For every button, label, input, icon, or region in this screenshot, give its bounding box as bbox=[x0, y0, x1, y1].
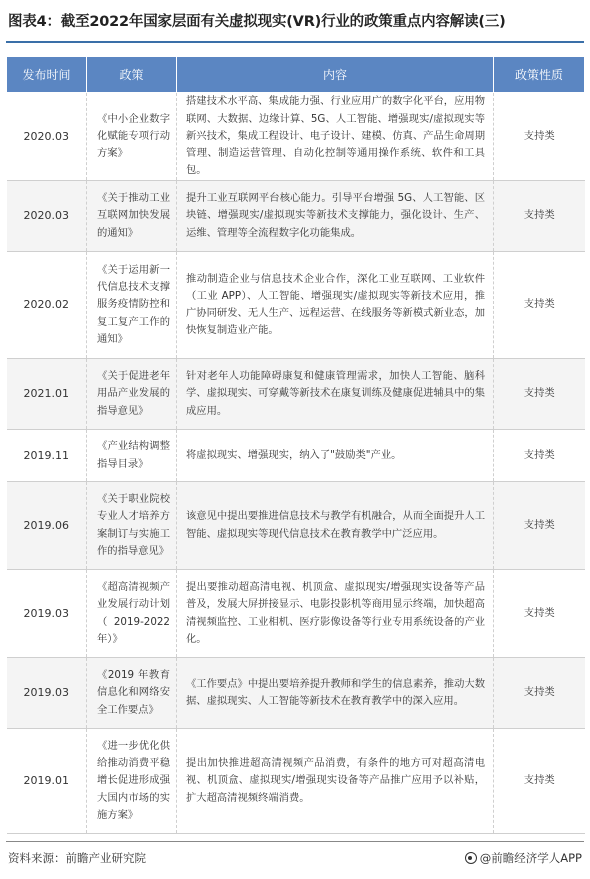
table-row bbox=[7, 181, 585, 252]
policy-content: 针对老年人功能障碍康复和健康管理需求，加快人工智能、脑科学、虚拟现实、可穿戴等新技术在康复训练及健康促进辅具中的集成应用。 bbox=[177, 359, 494, 430]
table-row bbox=[7, 658, 585, 729]
table-row bbox=[7, 570, 585, 658]
page-title: 图表4：截至2022年国家层面有关虚拟现实(VR)行业的政策重点内容解读(三) bbox=[8, 14, 506, 30]
title-divider bbox=[6, 41, 584, 43]
release-date: 2020.02 bbox=[7, 252, 87, 359]
release-date: 2019.06 bbox=[7, 482, 87, 570]
policy-nature: 支持类 bbox=[494, 252, 585, 359]
policy-name: 《进一步优化供给推动消费平稳增长促进形成强大国内市场的实施方案》 bbox=[87, 729, 177, 834]
brand-credit bbox=[465, 850, 582, 866]
column-header-date: 发布时间 bbox=[7, 57, 87, 93]
column-header-content: 内容 bbox=[177, 57, 494, 93]
release-date: 2020.03 bbox=[7, 93, 87, 181]
policy-nature: 支持类 bbox=[494, 181, 585, 252]
table-row bbox=[7, 359, 585, 430]
policy-name: 《关于推动工业互联网加快发展的通知》 bbox=[87, 181, 177, 252]
policy-name: 《关于职业院校专业人才培养方案制订与实施工作的指导意见》 bbox=[87, 482, 177, 570]
brand-label: @前瞻经济学人APP bbox=[479, 851, 582, 865]
policy-nature: 支持类 bbox=[494, 93, 585, 181]
source-note: 资料来源：前瞻产业研究院 bbox=[8, 851, 146, 865]
release-date: 2019.03 bbox=[7, 658, 87, 729]
policy-content: 提出要推动超高清电视、机顶盒、虚拟现实/增强现实设备等产品普及，发展大屏拼接显示、电影投影机等商用显示终端，加快超高清视频监控、工业相机、医疗影像设备等行业专用系统设备的产业化。 bbox=[177, 570, 494, 658]
table-row bbox=[7, 729, 585, 834]
column-header-policy: 政策 bbox=[87, 57, 177, 93]
policy-content: 提出加快推进超高清视频产品消费，有条件的地方可对超高清电视、机顶盒、虚拟现实/增强现实设备等产品推广应用予以补贴，扩大超高清视频终端消费。 bbox=[177, 729, 494, 834]
release-date: 2019.03 bbox=[7, 570, 87, 658]
policy-name: 《中小企业数字化赋能专项行动方案》 bbox=[87, 93, 177, 181]
policy-nature: 支持类 bbox=[494, 482, 585, 570]
policy-content: 该意见中提出要推进信息技术与教学有机融合，从而全面提升人工智能、虚拟现实等现代信息技术在教育教学中广泛应用。 bbox=[177, 482, 494, 570]
release-date: 2021.01 bbox=[7, 359, 87, 430]
footer-divider bbox=[6, 841, 584, 842]
release-date: 2019.01 bbox=[7, 729, 87, 834]
policy-name: 《2019 年教育信息化和网络安全工作要点》 bbox=[87, 658, 177, 729]
table-row bbox=[7, 482, 585, 570]
policy-name: 《产业结构调整指导目录》 bbox=[87, 430, 177, 482]
release-date: 2019.11 bbox=[7, 430, 87, 482]
policy-name: 《关于促进老年用品产业发展的指导意见》 bbox=[87, 359, 177, 430]
policy-content: 提升工业互联网平台核心能力。引导平台增强 5G、人工智能、区块链、增强现实/虚拟现实等新技术支撑能力，强化设计、生产、运维、管理等全流程数字化功能集成。 bbox=[177, 181, 494, 252]
table-row bbox=[7, 430, 585, 482]
policy-nature: 支持类 bbox=[494, 729, 585, 834]
policy-nature: 支持类 bbox=[494, 430, 585, 482]
policy-nature: 支持类 bbox=[494, 570, 585, 658]
policy-content: 推动制造企业与信息技术企业合作，深化工业互联网、工业软件（工业 APP）、人工智能、增强现实/虚拟现实等新技术应用，推广协同研发、无人生产、远程运营、在线服务等新模式新业态，加快恢复制造业产能。 bbox=[177, 252, 494, 359]
column-header-nature: 政策性质 bbox=[494, 57, 585, 93]
policy-name: 《超高清视频产业发展行动计划（2019-2022年）》 bbox=[87, 570, 177, 658]
table-row bbox=[7, 252, 585, 359]
brand-logo-icon bbox=[465, 852, 477, 864]
policy-content: 搭建技术水平高、集成能力强、行业应用广的数字化平台，应用物联网、大数据、边缘计算、5G、人工智能、增强现实/虚拟现实等新兴技术，集成工程设计、电子设计、建模、仿真、产品生命周期管理、制造运营管理、自动化控制等通用操作系统、软件和工具包。 bbox=[177, 93, 494, 181]
policy-content: 《工作要点》中提出要培养提升教师和学生的信息素养，推动大数据、虚拟现实、人工智能等新技术在教育教学中的深入应用。 bbox=[177, 658, 494, 729]
policy-content: 将虚拟现实、增强现实，纳入了"鼓励类"产业。 bbox=[177, 430, 494, 482]
policy-nature: 支持类 bbox=[494, 359, 585, 430]
policy-nature: 支持类 bbox=[494, 658, 585, 729]
policy-name: 《关于运用新一代信息技术支撑服务疫情防控和复工复产工作的通知》 bbox=[87, 252, 177, 359]
table-header-row bbox=[7, 57, 585, 93]
table-row bbox=[7, 93, 585, 181]
policy-table bbox=[6, 56, 585, 834]
release-date: 2020.03 bbox=[7, 181, 87, 252]
